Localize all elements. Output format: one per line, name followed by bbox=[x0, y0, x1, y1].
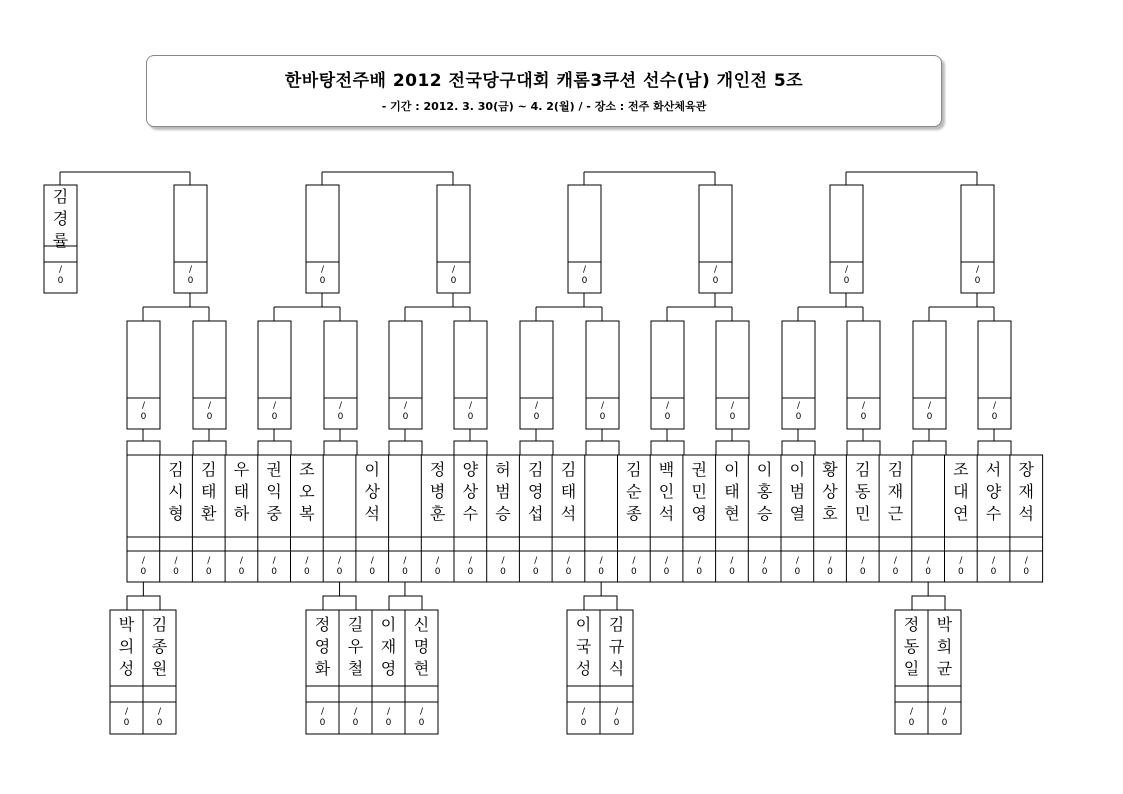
score-cell: / 0 bbox=[271, 401, 278, 422]
match-number bbox=[586, 443, 619, 453]
score-cell: / 0 bbox=[187, 265, 194, 286]
player-name: 김 규 식 bbox=[608, 615, 625, 678]
event-info: - 기간 : 2012. 3. 30(금) ~ 4. 2(월) / - 장소 : 전주 화산체육관 bbox=[381, 100, 707, 113]
score-cell: / 0 bbox=[319, 265, 326, 286]
match-number bbox=[913, 443, 946, 453]
region-label bbox=[683, 538, 716, 551]
region-label bbox=[895, 687, 928, 701]
region-label bbox=[846, 538, 879, 551]
score-cell: / 0 bbox=[271, 556, 277, 577]
score-cell: / 0 bbox=[450, 265, 457, 286]
score-cell: / 0 bbox=[402, 556, 408, 577]
score-cell: / 0 bbox=[827, 556, 833, 577]
player-name: 백 인 석 bbox=[658, 460, 675, 523]
match-number bbox=[127, 443, 160, 453]
match-number bbox=[454, 443, 487, 453]
score-cell: / 0 bbox=[957, 556, 964, 577]
player-name: 김 태 환 bbox=[201, 460, 217, 523]
match-number bbox=[847, 443, 880, 453]
match-number bbox=[323, 598, 356, 608]
score-cell: / 0 bbox=[140, 401, 147, 422]
player-name: 신 명 현 bbox=[413, 615, 430, 678]
region-label bbox=[928, 687, 961, 701]
region-label bbox=[748, 538, 781, 551]
match-number bbox=[178, 308, 202, 317]
region-label bbox=[454, 538, 487, 551]
score-cell: / 0 bbox=[794, 556, 801, 577]
player-name: 우 태 하 bbox=[233, 460, 250, 523]
region-label bbox=[552, 538, 585, 551]
score-cell: / 0 bbox=[990, 556, 997, 577]
region-label bbox=[716, 538, 749, 551]
score-cell: / 0 bbox=[565, 556, 572, 577]
region-label bbox=[160, 538, 193, 551]
score-cell: / 0 bbox=[580, 707, 587, 728]
player-name: 길 우 철 bbox=[347, 615, 364, 678]
match-number bbox=[389, 443, 422, 453]
score-cell: / 0 bbox=[57, 265, 64, 286]
match-number bbox=[965, 308, 989, 317]
player-name: 김 경 률 bbox=[52, 187, 69, 250]
player-name: 정 영 화 bbox=[314, 615, 331, 678]
score-cell: / 0 bbox=[613, 707, 620, 728]
player-name: 김 재 근 bbox=[887, 460, 904, 523]
region-label bbox=[110, 687, 143, 701]
region-label bbox=[306, 687, 339, 701]
player-name: 김 태 석 bbox=[560, 460, 577, 523]
region-label bbox=[650, 538, 683, 551]
score-cell: / 0 bbox=[533, 401, 540, 422]
region-label bbox=[339, 687, 372, 701]
region-label bbox=[405, 687, 438, 701]
score-cell: / 0 bbox=[418, 707, 425, 728]
region-label bbox=[945, 538, 978, 551]
score-cell: / 0 bbox=[337, 401, 344, 422]
match-number bbox=[520, 443, 553, 453]
match-number bbox=[324, 443, 357, 453]
match-number bbox=[716, 443, 749, 453]
player-name: 허 범 승 bbox=[495, 460, 511, 523]
match-number bbox=[310, 308, 334, 317]
region-label bbox=[781, 538, 814, 551]
score-cell: / 0 bbox=[319, 707, 326, 728]
region-label bbox=[356, 538, 389, 551]
player-name: 이 국 성 bbox=[575, 615, 592, 678]
player-name: 조 오 복 bbox=[299, 460, 315, 523]
region-label bbox=[977, 538, 1010, 551]
score-cell: / 0 bbox=[238, 556, 245, 577]
region-label bbox=[567, 687, 600, 701]
score-cell: / 0 bbox=[712, 265, 719, 286]
match-number bbox=[703, 308, 727, 317]
player-name: 김 동 민 bbox=[855, 460, 871, 523]
score-cell: / 0 bbox=[467, 556, 474, 577]
score-cell: / 0 bbox=[630, 556, 637, 577]
score-cell: / 0 bbox=[140, 556, 147, 577]
score-cell: / 0 bbox=[859, 556, 866, 577]
region-label bbox=[487, 538, 520, 551]
match-number bbox=[193, 443, 226, 453]
score-cell: / 0 bbox=[795, 401, 802, 422]
player-name: 이 상 석 bbox=[364, 460, 380, 523]
score-cell: / 0 bbox=[696, 556, 703, 577]
score-cell: / 0 bbox=[303, 556, 310, 577]
player-name: 김 영 섭 bbox=[528, 460, 544, 523]
score-cell: / 0 bbox=[991, 401, 998, 422]
region-label bbox=[1010, 538, 1043, 551]
score-cell: / 0 bbox=[925, 556, 931, 577]
player-name: 박 희 균 bbox=[936, 615, 953, 678]
player-name: 정 동 일 bbox=[903, 615, 920, 678]
score-cell: / 0 bbox=[599, 401, 606, 422]
region-label bbox=[421, 538, 454, 551]
player-name: 이 재 영 bbox=[380, 615, 397, 678]
score-cell: / 0 bbox=[941, 707, 948, 728]
score-cell: / 0 bbox=[156, 707, 163, 728]
score-cell: / 0 bbox=[173, 556, 179, 577]
score-cell: / 0 bbox=[892, 556, 899, 577]
player-name: 이 홍 승 bbox=[756, 460, 773, 523]
score-cell: / 0 bbox=[663, 556, 670, 577]
player-name: 황 상 호 bbox=[822, 460, 838, 523]
region-label bbox=[618, 538, 651, 551]
region-label bbox=[519, 538, 552, 551]
score-cell: / 0 bbox=[500, 556, 506, 577]
region-label bbox=[44, 247, 77, 261]
match-number bbox=[978, 443, 1011, 453]
score-cell: / 0 bbox=[664, 401, 671, 422]
player-name: 김 종 원 bbox=[151, 615, 168, 678]
player-name: 김 시 형 bbox=[168, 460, 184, 523]
score-cell: / 0 bbox=[860, 401, 867, 422]
region-label bbox=[192, 538, 225, 551]
player-name: 조 대 연 bbox=[953, 460, 969, 523]
region-label bbox=[291, 538, 324, 551]
player-name: 이 태 현 bbox=[724, 460, 740, 523]
player-name: 장 재 석 bbox=[1018, 460, 1034, 523]
score-cell: / 0 bbox=[336, 556, 343, 577]
player-name: 김 순 종 bbox=[626, 460, 642, 523]
player-name: 권 익 중 bbox=[266, 460, 282, 523]
player-name: 박 의 성 bbox=[118, 615, 135, 678]
score-cell: / 0 bbox=[729, 556, 735, 577]
region-label bbox=[372, 687, 405, 701]
player-name: 정 병 훈 bbox=[429, 460, 446, 523]
score-cell: / 0 bbox=[532, 556, 539, 577]
score-cell: / 0 bbox=[434, 556, 441, 577]
score-cell: / 0 bbox=[598, 556, 604, 577]
region-label bbox=[258, 538, 291, 551]
score-cell: / 0 bbox=[1023, 556, 1030, 577]
score-cell: / 0 bbox=[123, 707, 130, 728]
score-cell: / 0 bbox=[369, 556, 376, 577]
page-title: 한바탕전주배 2012 전국당구대회 캐롬3쿠션 선수(남) 개인전 5조 bbox=[284, 71, 804, 91]
match-number bbox=[834, 308, 858, 317]
score-cell: / 0 bbox=[352, 707, 359, 728]
score-cell: / 0 bbox=[908, 707, 915, 728]
match-number bbox=[441, 308, 465, 317]
score-cell: / 0 bbox=[402, 401, 409, 422]
region-label bbox=[814, 538, 847, 551]
match-number bbox=[572, 308, 596, 317]
match-number bbox=[651, 443, 684, 453]
score-cell: / 0 bbox=[206, 401, 213, 422]
match-number bbox=[258, 443, 291, 453]
score-cell: / 0 bbox=[843, 265, 850, 286]
match-number bbox=[389, 598, 422, 608]
player-name: 이 범 열 bbox=[789, 460, 806, 523]
player-name: 양 상 수 bbox=[462, 460, 479, 523]
score-cell: / 0 bbox=[974, 265, 981, 286]
region-label bbox=[600, 687, 633, 701]
region-label bbox=[879, 538, 912, 551]
region-label bbox=[225, 538, 258, 551]
score-cell: / 0 bbox=[467, 401, 474, 422]
player-name: 권 민 영 bbox=[691, 460, 707, 523]
score-cell: / 0 bbox=[926, 401, 933, 422]
score-cell: / 0 bbox=[761, 556, 768, 577]
match-number bbox=[584, 598, 617, 608]
player-name: 서 양 수 bbox=[985, 460, 1002, 523]
score-cell: / 0 bbox=[205, 556, 212, 577]
score-cell: / 0 bbox=[581, 265, 588, 286]
score-cell: / 0 bbox=[385, 707, 392, 728]
match-number bbox=[127, 598, 160, 608]
match-number bbox=[912, 598, 945, 608]
match-number bbox=[782, 443, 815, 453]
score-cell: / 0 bbox=[729, 401, 736, 422]
region-label bbox=[143, 687, 176, 701]
